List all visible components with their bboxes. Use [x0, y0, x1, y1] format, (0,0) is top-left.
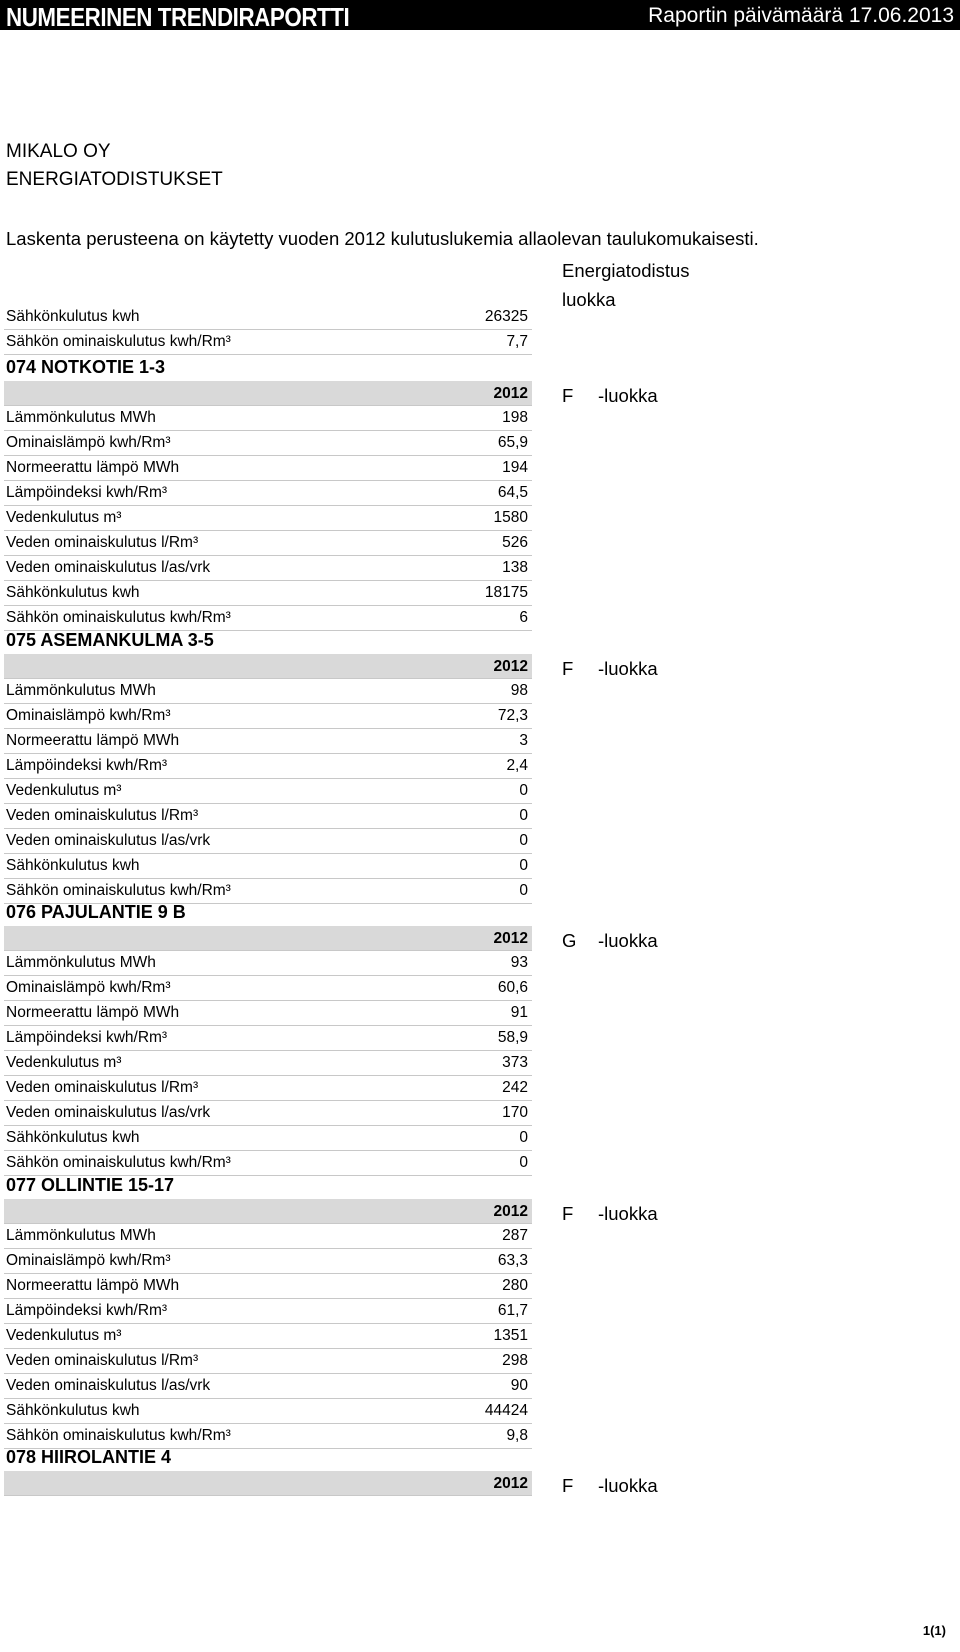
row-value: 242 — [502, 1079, 528, 1096]
table-row — [4, 976, 532, 1001]
row-label: Ominaislämpö kwh/Rm³ — [6, 979, 171, 996]
table-row — [4, 704, 532, 729]
row-label: Lämpöindeksi kwh/Rm³ — [6, 1029, 168, 1046]
row-label: Lämpöindeksi kwh/Rm³ — [6, 484, 168, 501]
row-label: Ominaislämpö kwh/Rm³ — [6, 1252, 171, 1269]
row-label: Sähkön ominaiskulutus kwh/Rm³ — [6, 882, 231, 899]
energy-class-suffix: -luokka — [598, 1475, 658, 1496]
row-label: Sähkön ominaiskulutus kwh/Rm³ — [6, 609, 231, 626]
row-label: Lämmönkulutus MWh — [6, 954, 156, 971]
energy-class-header-line1: Energiatodistus — [562, 260, 690, 281]
row-value: 0 — [519, 782, 528, 799]
table-row — [4, 456, 532, 481]
table-row — [4, 1249, 532, 1274]
table-row — [4, 854, 532, 879]
table-row — [4, 1399, 532, 1424]
row-value: 0 — [519, 882, 528, 899]
page-number: 1(1) — [922, 1623, 946, 1638]
row-label: Sähkön ominaiskulutus kwh/Rm³ — [6, 1154, 231, 1171]
energy-class-letter: F — [562, 1475, 574, 1496]
year-header: 2012 — [4, 1199, 532, 1224]
table-row — [4, 431, 532, 456]
report-header — [0, 0, 960, 30]
table-row — [4, 531, 532, 556]
row-value: 91 — [510, 1004, 528, 1021]
year-header: 2012 — [4, 654, 532, 679]
energy-class-letter: F — [562, 658, 574, 679]
row-value: 60,6 — [497, 979, 528, 996]
row-value: 58,9 — [497, 1029, 528, 1046]
row-value: 26325 — [484, 308, 528, 325]
table-row — [4, 1001, 532, 1026]
row-value: 93 — [510, 954, 528, 971]
row-label: Sähkönkulutus kwh — [6, 857, 140, 874]
energy-class-header-line2: luokka — [562, 289, 616, 310]
row-value: 7,7 — [506, 333, 528, 350]
table-row — [4, 1051, 532, 1076]
row-label: Veden ominaiskulutus l/as/vrk — [6, 559, 211, 576]
table-row — [4, 1274, 532, 1299]
table-row — [4, 581, 532, 606]
row-value: 287 — [502, 1227, 528, 1244]
row-value: 90 — [510, 1377, 528, 1394]
table-row — [4, 1224, 532, 1249]
row-label: Sähkönkulutus kwh — [6, 1402, 140, 1419]
row-value: 2,4 — [506, 757, 528, 774]
row-value: 65,9 — [497, 434, 528, 451]
row-label: Vedenkulutus m³ — [6, 1327, 122, 1344]
report-date: Raportin päivämäärä 17.06.2013 — [648, 4, 954, 27]
row-label: Vedenkulutus m³ — [6, 782, 122, 799]
year-header: 2012 — [4, 926, 532, 951]
row-value: 170 — [502, 1104, 528, 1121]
row-label: Normeerattu lämpö MWh — [6, 1004, 180, 1021]
energy-class-letter: F — [562, 385, 574, 406]
row-label: Lämmönkulutus MWh — [6, 682, 156, 699]
row-value: 198 — [502, 409, 528, 426]
row-label: Sähkön ominaiskulutus kwh/Rm³ — [6, 1427, 231, 1444]
energy-class-letter: G — [562, 930, 577, 951]
energy-class-suffix: -luokka — [598, 1203, 658, 1224]
row-label: Veden ominaiskulutus l/as/vrk — [6, 1104, 211, 1121]
row-label: Vedenkulutus m³ — [6, 1054, 122, 1071]
energy-class-suffix: -luokka — [598, 385, 658, 406]
row-label: Veden ominaiskulutus l/Rm³ — [6, 534, 199, 551]
building-section — [4, 1444, 532, 1496]
row-label: Normeerattu lämpö MWh — [6, 732, 180, 749]
row-label: Veden ominaiskulutus l/as/vrk — [6, 832, 211, 849]
row-value: 1580 — [493, 509, 528, 526]
row-value: 98 — [510, 682, 528, 699]
row-label: Lämpöindeksi kwh/Rm³ — [6, 1302, 168, 1319]
row-value: 0 — [519, 857, 528, 874]
row-value: 0 — [519, 832, 528, 849]
row-label: Lämmönkulutus MWh — [6, 1227, 156, 1244]
table-row — [4, 804, 532, 829]
table-row — [4, 1101, 532, 1126]
row-value: 138 — [502, 559, 528, 576]
row-value: 9,8 — [506, 1427, 528, 1444]
row-label: Sähkönkulutus kwh — [6, 584, 140, 601]
year-header: 2012 — [4, 381, 532, 406]
energy-class-header — [562, 256, 690, 314]
table-row — [4, 406, 532, 431]
table-row — [4, 1076, 532, 1101]
row-label: Sähkön ominaiskulutus kwh/Rm³ — [6, 333, 231, 350]
energy-class-suffix: -luokka — [598, 930, 658, 951]
energy-class-suffix: -luokka — [598, 658, 658, 679]
row-value: 526 — [502, 534, 528, 551]
row-label: Sähkönkulutus kwh — [6, 308, 140, 325]
building-name: 078 HIIROLANTIE 4 — [6, 1447, 172, 1467]
building-section — [4, 354, 532, 631]
table-row — [4, 829, 532, 854]
row-label: Normeerattu lämpö MWh — [6, 459, 180, 476]
row-value: 61,7 — [497, 1302, 528, 1319]
energy-class-letter: F — [562, 1203, 574, 1224]
row-label: Veden ominaiskulutus l/as/vrk — [6, 1377, 211, 1394]
row-value: 280 — [502, 1277, 528, 1294]
row-label: Lämmönkulutus MWh — [6, 409, 156, 426]
company-department: ENERGIATODISTUKSET — [6, 169, 223, 190]
table-row — [4, 330, 532, 355]
row-label: Ominaislämpö kwh/Rm³ — [6, 707, 171, 724]
row-value: 298 — [502, 1352, 528, 1369]
table-row — [4, 305, 532, 330]
building-name: 076 PAJULANTIE 9 B — [6, 902, 186, 922]
row-value: 3 — [519, 732, 528, 749]
table-row — [4, 679, 532, 704]
table-row — [4, 729, 532, 754]
table-row — [4, 1026, 532, 1051]
intro-text: Laskenta perusteena on käytetty vuoden 2012 kulutuslukemia allaolevan taulukomukaisesti. — [6, 228, 759, 249]
building-name: 074 NOTKOTIE 1-3 — [6, 357, 166, 377]
table-row — [4, 506, 532, 531]
table-row — [4, 1299, 532, 1324]
building-section — [4, 627, 532, 904]
building-name: 075 ASEMANKULMA 3-5 — [6, 630, 214, 650]
table-row — [4, 1126, 532, 1151]
row-value: 72,3 — [497, 707, 528, 724]
table-row — [4, 556, 532, 581]
row-value: 1351 — [493, 1327, 528, 1344]
row-value: 44424 — [484, 1402, 528, 1419]
preceding-rows — [4, 305, 532, 355]
row-value: 6 — [519, 609, 528, 626]
row-value: 63,3 — [497, 1252, 528, 1269]
company-name: MIKALO OY — [6, 141, 111, 162]
table-row — [4, 1374, 532, 1399]
row-value: 64,5 — [497, 484, 528, 501]
company-block — [6, 138, 223, 194]
building-section — [4, 899, 532, 1176]
row-label: Veden ominaiskulutus l/Rm³ — [6, 807, 199, 824]
row-label: Ominaislämpö kwh/Rm³ — [6, 434, 171, 451]
row-label: Veden ominaiskulutus l/Rm³ — [6, 1079, 199, 1096]
building-name: 077 OLLINTIE 15-17 — [6, 1175, 175, 1195]
row-label: Sähkönkulutus kwh — [6, 1129, 140, 1146]
year-header: 2012 — [4, 1471, 532, 1496]
table-row — [4, 951, 532, 976]
row-value: 0 — [519, 1154, 528, 1171]
table-row — [4, 1324, 532, 1349]
building-section — [4, 1172, 532, 1449]
row-value: 0 — [519, 1129, 528, 1146]
report-title: NUMEERINEN TRENDIRAPORTTI — [6, 2, 350, 32]
table-row — [4, 1349, 532, 1374]
table-row — [4, 481, 532, 506]
row-label: Normeerattu lämpö MWh — [6, 1277, 180, 1294]
row-label: Lämpöindeksi kwh/Rm³ — [6, 757, 168, 774]
row-label: Vedenkulutus m³ — [6, 509, 122, 526]
table-row — [4, 754, 532, 779]
row-value: 0 — [519, 807, 528, 824]
row-value: 18175 — [484, 584, 528, 601]
table-row — [4, 779, 532, 804]
row-value: 194 — [502, 459, 528, 476]
row-value: 373 — [502, 1054, 528, 1071]
row-label: Veden ominaiskulutus l/Rm³ — [6, 1352, 199, 1369]
